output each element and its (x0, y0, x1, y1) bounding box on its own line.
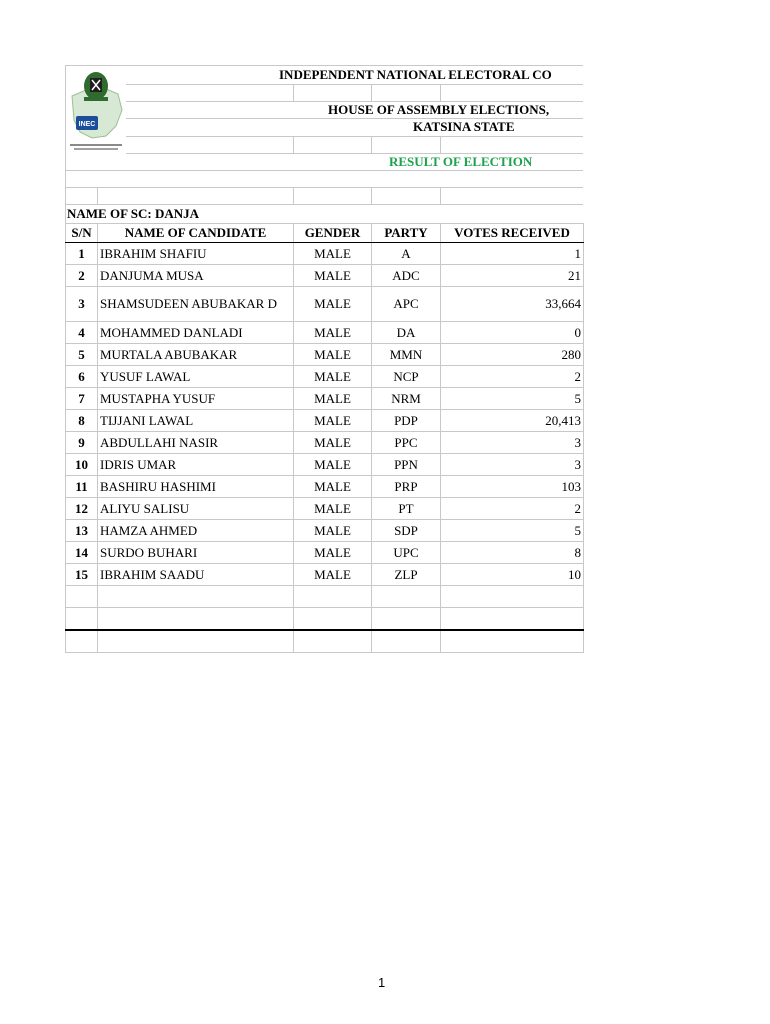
logo-text: INEC (78, 121, 96, 128)
candidate-party: MMN (372, 344, 441, 366)
col-header-sn: S/N (66, 224, 98, 243)
candidate-party: UPC (372, 542, 441, 564)
candidate-gender: MALE (294, 564, 372, 586)
candidate-name: ABDULLAHI NASIR (98, 432, 294, 454)
row-sn: 9 (66, 432, 98, 454)
candidate-gender: MALE (294, 542, 372, 564)
table-row (66, 476, 584, 498)
candidate-gender: MALE (294, 265, 372, 287)
votes-received: 103 (441, 476, 584, 498)
candidate-gender: MALE (294, 476, 372, 498)
votes-received: 8 (441, 542, 584, 564)
empty-row (66, 608, 584, 631)
candidate-name: DANJUMA MUSA (98, 265, 294, 287)
table-row (66, 265, 584, 287)
row-sn: 10 (66, 454, 98, 476)
table-row (66, 432, 584, 454)
table-row (66, 454, 584, 476)
candidate-party: ADC (372, 265, 441, 287)
candidate-party: A (372, 243, 441, 265)
candidate-gender: MALE (294, 322, 372, 344)
candidate-party: ZLP (372, 564, 441, 586)
row-sn: 11 (66, 476, 98, 498)
col-header-name: NAME OF CANDIDATE (98, 224, 294, 243)
votes-received: 21 (441, 265, 584, 287)
votes-received: 20,413 (441, 410, 584, 432)
candidate-party: PPN (372, 454, 441, 476)
results-table (65, 223, 584, 653)
votes-received: 3 (441, 432, 584, 454)
page-number: 1 (378, 975, 386, 990)
candidate-party: SDP (372, 520, 441, 542)
candidate-name: HAMZA AHMED (98, 520, 294, 542)
candidate-name: MUSTAPHA YUSUF (98, 388, 294, 410)
candidate-name: TIJJANI LAWAL (98, 410, 294, 432)
candidate-gender: MALE (294, 432, 372, 454)
candidate-gender: MALE (294, 498, 372, 520)
candidate-party: DA (372, 322, 441, 344)
table-row (66, 410, 584, 432)
result-heading: RESULT OF ELECTION (389, 154, 533, 169)
votes-received: 5 (441, 388, 584, 410)
candidate-gender: MALE (294, 410, 372, 432)
votes-received: 280 (441, 344, 584, 366)
row-sn: 8 (66, 410, 98, 432)
table-row (66, 542, 584, 564)
votes-received: 5 (441, 520, 584, 542)
candidate-gender: MALE (294, 366, 372, 388)
candidate-party: PPC (372, 432, 441, 454)
row-sn: 3 (66, 287, 98, 322)
row-sn: 5 (66, 344, 98, 366)
candidate-party: NRM (372, 388, 441, 410)
votes-received: 1 (441, 243, 584, 265)
candidate-name: IBRAHIM SAADU (98, 564, 294, 586)
row-sn: 15 (66, 564, 98, 586)
candidate-name: IDRIS UMAR (98, 454, 294, 476)
candidate-party: NCP (372, 366, 441, 388)
col-header-gender: GENDER (294, 224, 372, 243)
candidate-name: MOHAMMED DANLADI (98, 322, 294, 344)
candidate-party: PRP (372, 476, 441, 498)
table-row (66, 243, 584, 265)
candidate-gender: MALE (294, 287, 372, 322)
state-title: KATSINA STATE (413, 119, 515, 134)
row-sn: 4 (66, 322, 98, 344)
candidate-gender: MALE (294, 344, 372, 366)
candidate-party: PT (372, 498, 441, 520)
votes-received: 33,664 (441, 287, 584, 322)
row-sn: 12 (66, 498, 98, 520)
row-sn: 2 (66, 265, 98, 287)
col-header-party: PARTY (372, 224, 441, 243)
row-sn: 1 (66, 243, 98, 265)
table-row (66, 564, 584, 586)
candidate-party: PDP (372, 410, 441, 432)
row-sn: 13 (66, 520, 98, 542)
candidate-name: MURTALA ABUBAKAR (98, 344, 294, 366)
candidate-name: SHAMSUDEEN ABUBAKAR D (98, 287, 294, 322)
candidate-name: SURDO BUHARI (98, 542, 294, 564)
empty-row (66, 586, 584, 608)
table-row (66, 520, 584, 542)
table-row (66, 344, 584, 366)
votes-received: 2 (441, 498, 584, 520)
row-sn: 14 (66, 542, 98, 564)
row-sn: 7 (66, 388, 98, 410)
votes-received: 2 (441, 366, 584, 388)
candidate-party: APC (372, 287, 441, 322)
candidate-gender: MALE (294, 520, 372, 542)
candidate-name: BASHIRU HASHIMI (98, 476, 294, 498)
table-row (66, 498, 584, 520)
table-row (66, 322, 584, 344)
table-header-row (66, 224, 584, 243)
empty-row (66, 630, 584, 653)
inec-logo (66, 66, 126, 154)
table-row (66, 287, 584, 322)
candidate-name: IBRAHIM SHAFIU (98, 243, 294, 265)
table-row (66, 388, 584, 410)
candidate-name: YUSUF LAWAL (98, 366, 294, 388)
candidate-name: ALIYU SALISU (98, 498, 294, 520)
col-header-votes: VOTES RECEIVED (441, 224, 584, 243)
constituency-label: NAME OF SC: DANJA (67, 206, 200, 221)
votes-received: 3 (441, 454, 584, 476)
votes-received: 0 (441, 322, 584, 344)
candidate-gender: MALE (294, 454, 372, 476)
row-sn: 6 (66, 366, 98, 388)
candidate-gender: MALE (294, 388, 372, 410)
election-title: HOUSE OF ASSEMBLY ELECTIONS, (328, 102, 550, 117)
candidate-gender: MALE (294, 243, 372, 265)
votes-received: 10 (441, 564, 584, 586)
table-row (66, 366, 584, 388)
commission-title: INDEPENDENT NATIONAL ELECTORAL CO (279, 67, 552, 82)
